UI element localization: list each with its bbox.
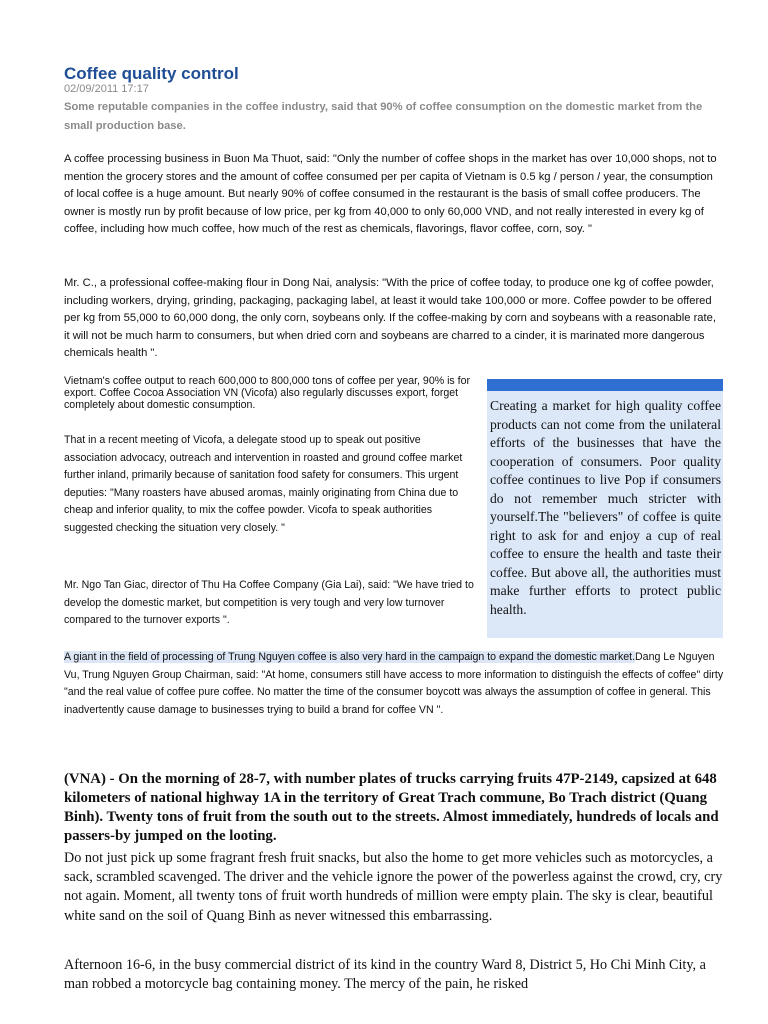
paragraph-coffee-output: Vietnam's coffee output to reach 600,000 to 800,000 tons of coffee per year, 90% is for export. Coffee Cocoa Association VN (Vicofa) also regularly discusses export, forget completely about domestic consumption. (64, 375, 471, 411)
news-paragraph-robbery: Afternoon 16-6, in the busy commercial district of its kind in the country Ward 8, District 5, Ho Chi Minh City, a man robbed a motorcycle bag containing money. The mercy of the pain, he risked (64, 957, 706, 993)
news-paragraph-looting: Do not just pick up some fragrant fresh fruit snacks, but also the home to get more vehicles such as motorcycles, a sack, scrambled scavenged. The driver and the vehicle ignore the power of the powerless against the crowd, cry, cry not again. Moment, all twenty tons of fruit worth hundreds of million were empty plain. The sky is clear, beautiful white sand on the soil of Quang Binh as never witnessed this embarrassing. (64, 850, 723, 924)
news-headline: (VNA) - On the morning of 28-7, with number plates of trucks carrying fruits 47P-2149, capsized at 648 kilometers of national highway 1A in the territory of Great Trach commune, Bo Trach district (Quang Binh). Twenty tons of fruit from the south out to the streets. Almost immediately, hundreds of locals and passers-by jumped on the looting. (64, 771, 719, 844)
paragraph-buon-ma-thuot: A coffee processing business in Buon Ma Thuot, said: "Only the number of coffee shops in the market has over 10,000 shops, not to mention the grocery stores and the amount of coffee consumed per per capita of Vietnam is 0.5 kg / person / year, the consumption of local coffee is a huge amount. But nearly 90% of coffee consumed in the restaurant is the basis of small coffee producers. The owner is mostly run by profit because of low price, per kg from 40,000 to only 60,000 VND, and not really interested in every kg of coffee, including how much coffee, how much of the rest as chemicals, flavorings, flavor coffee, corn, soy. " (64, 153, 717, 236)
pull-quote-box (487, 379, 723, 638)
pull-quote-bar (487, 379, 723, 391)
paragraph-trung-nguyen-rest: Dang Le Nguyen Vu, Trung Nguyen Group Chairman, said: "At home, consumers still have access to more information to distinguish the effects of coffee" dirty "and the real value of coffee pure coffee. No matter the time of the consumer boycott was always the assumption of coffee in general. This inadvertently cause damage to businesses trying to build a brand for coffee VN ". (64, 651, 724, 716)
pull-quote-text: Creating a market for high quality coffee products can not come from the unilateral efforts of the businesses that have the cooperation of consumers. Poor quality coffee continues to live Pop if consumers do not remember much stricter with yourself.The "believers" of coffee is quite right to ask for and enjoy a cup of real coffee to ensure the health and taste their coffee. But above all, the authorities must make further efforts to protect public health. (490, 398, 721, 617)
article-date: 02/09/2011 17:17 (64, 83, 149, 95)
highlighted-sentence: A giant in the field of processing of Trung Nguyen coffee is also very hard in the campaign to expand the domestic market. (64, 651, 636, 663)
paragraph-trung-nguyen (64, 649, 724, 719)
paragraph-dong-nai: Mr. C., a professional coffee-making flour in Dong Nai, analysis: "With the price of coffee today, to produce one kg of coffee powder, including workers, drying, grinding, packaging, packaging label, at least it would take 100,000 or more. Coffee powder to be offered per kg from 55,000 to 60,000 dong, the only corn, soybeans only. If the coffee-making by corn and soybeans with a reasonable rate, it will not be much harm to consumers, but when dried corn and soybeans are charred to a cinder, it is marinated more dangerous chemicals health ". (64, 277, 716, 360)
paragraph-vicofa-meeting: That in a recent meeting of Vicofa, a delegate stood up to speak out positive association advocacy, outreach and intervention in roasted and ground coffee market further inland, primarily because of sanitation food safety for consumers. This urgent deputies: "Many roasters have abused aromas, mainly originating from China due to cheap and inferior quality, to mix the coffee powder. Vicofa to speak authorities suggested checking the situation very closely. " (64, 434, 463, 534)
article-title: Coffee quality control (64, 64, 239, 83)
paragraph-thu-ha: Mr. Ngo Tan Giac, director of Thu Ha Coffee Company (Gia Lai), said: "We have tried to develop the domestic market, but competition is very tough and very low turnover compared to the turnover exports ". (64, 579, 474, 626)
article-lead: Some reputable companies in the coffee industry, said that 90% of coffee consumption on the domestic market from the small production base. (64, 101, 703, 132)
